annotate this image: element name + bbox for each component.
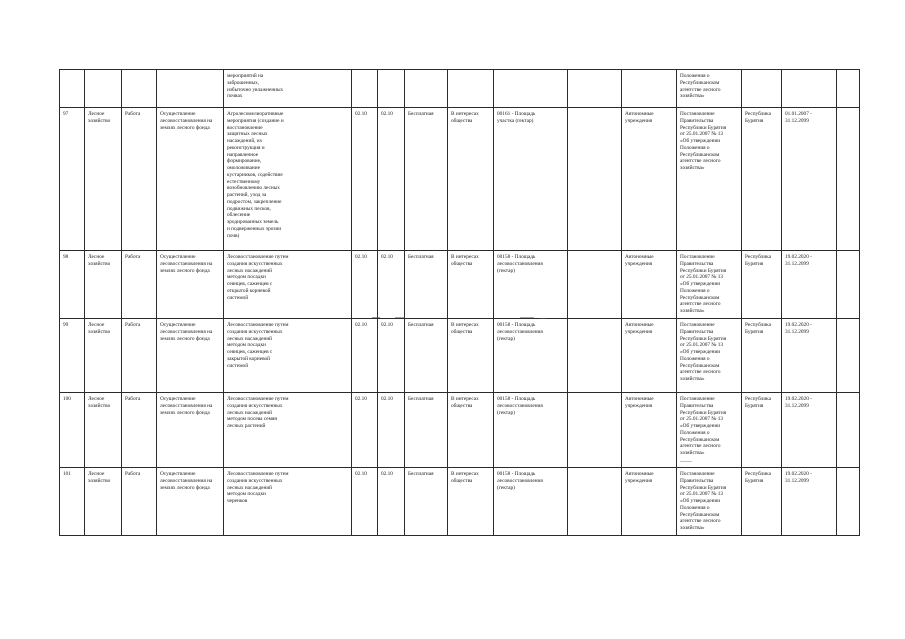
service-type: Работа	[122, 319, 157, 393]
validity-period: 19.02.2020 - 31.12.2099	[782, 468, 837, 536]
quality-indicator	[568, 319, 622, 393]
institution-type: Автономные учреждения	[622, 393, 677, 468]
table-row	[60, 319, 860, 393]
service-content: мероприятий на заброшенных, избыточно увлажненных почвах	[224, 70, 352, 108]
validity-period	[782, 70, 837, 108]
okved-code: 02.10	[352, 468, 378, 536]
authority-region: Республика Бурятия	[742, 319, 782, 393]
okved-code: 02.10	[352, 393, 378, 468]
row-number: 98	[60, 251, 85, 319]
quality-indicator	[568, 70, 622, 108]
okved-code-2: 02.10	[378, 319, 405, 393]
legal-act: Положения о Республиканском агентстве лесного хозяйства»	[677, 70, 742, 108]
extra-column	[837, 108, 860, 251]
institution-type: Автономные учреждения	[622, 251, 677, 319]
extra-column	[837, 393, 860, 468]
activity-sphere: Лесное хозяйство	[85, 468, 122, 536]
quality-indicator	[568, 108, 622, 251]
consumer-category: В интересах общества	[448, 108, 494, 251]
service-content: Лесовосстановление путем создания искусственных лесных насаждений методом посадки сеянцев, саженцев с открытой корневой системой	[224, 251, 352, 319]
consumer-category	[448, 70, 494, 108]
payment-type: Бесплатная	[405, 319, 448, 393]
table-row	[60, 251, 860, 319]
activity-sphere: Лесное хозяйство	[85, 393, 122, 468]
service-type	[122, 70, 157, 108]
validity-period: 01.01.2007 - 31.12.2099	[782, 108, 837, 251]
table-body	[60, 70, 860, 536]
service-type: Работа	[122, 108, 157, 251]
volume-indicator: 00161 - Площадь участка (гектар)	[494, 108, 568, 251]
service-name: Осуществление лесовосстановления на землях лесного фонда	[157, 393, 224, 468]
authority-region: Республика Бурятия	[742, 251, 782, 319]
service-type: Работа	[122, 393, 157, 468]
okved-code-2: 02.10	[378, 393, 405, 468]
activity-sphere: Лесное хозяйство	[85, 108, 122, 251]
okved-code	[352, 70, 378, 108]
service-name	[157, 70, 224, 108]
okved-code: 02.10	[352, 251, 378, 319]
activity-sphere: Лесное хозяйство	[85, 251, 122, 319]
authority-region: Республика Бурятия	[742, 393, 782, 468]
extra-column	[837, 70, 860, 108]
table-row	[60, 468, 860, 536]
volume-indicator: 00158 - Площадь лесовосстановления (гектар)	[494, 468, 568, 536]
okved-code-2: 02.10	[378, 108, 405, 251]
service-name: Осуществление лесовосстановления на землях лесного фонда	[157, 319, 224, 393]
authority-region: Республика Бурятия	[742, 468, 782, 536]
activity-sphere	[85, 70, 122, 108]
service-content: Лесовосстановление путем создания искусственных лесных насаждений методом посадки сеянцев, саженцев с закрытой корневой системой	[224, 319, 352, 393]
legal-act: Постановление Правительства Республики Бурятия от 25.01.2007 № 13 «Об утверждении Положения о Республиканском агентстве лесного хозяйства»	[677, 251, 742, 319]
institution-type: Автономные учреждения	[622, 319, 677, 393]
table-row	[60, 108, 860, 251]
payment-type: Бесплатная	[405, 468, 448, 536]
payment-type: Бесплатная	[405, 251, 448, 319]
authority-region	[742, 70, 782, 108]
consumer-category: В интересах общества	[448, 251, 494, 319]
legal-act: Постановление Правительства Республики Бурятия от 25.01.2007 № 13 «Об утверждении Положения о Республиканском агентстве лесного хозяйства»	[677, 319, 742, 393]
extra-column	[837, 468, 860, 536]
service-content: Агролесомелиоративные мероприятия (создание и восстановление защитных лесных насаждений, их реконструкция и направленное формирование, омоложивание кустарников, содействие естественному возобновлению лесных растений, уход за подростом, закрепление подвижных песков, облесение эродированных земель и подверженных эрозии почв)	[224, 108, 352, 251]
legal-act: Постановление Правительства Республики Бурятия от 25.01.2007 № 13 «Об утверждении Положения о Республиканском агентстве лесного хозяйства»	[677, 393, 742, 468]
service-name: Осуществление лесовосстановления на землях лесного фонда	[157, 468, 224, 536]
okved-code: 02.10	[352, 319, 378, 393]
okved-code-2	[378, 70, 405, 108]
service-name: Осуществление лесовосстановления на землях лесного фонда	[157, 108, 224, 251]
quality-indicator	[568, 468, 622, 536]
legal-act: Постановление Правительства Республики Бурятия от 25.01.2007 № 13 «Об утверждении Положения о Республиканском агентстве лесного хозяйства»	[677, 468, 742, 536]
service-content: Лесовосстановление путем создания искусственных лесных насаждений методом посадки черенков	[224, 468, 352, 536]
volume-indicator: 00158 - Площадь лесовосстановления (гектар)	[494, 319, 568, 393]
consumer-category: В интересах общества	[448, 468, 494, 536]
service-name: Осуществление лесовосстановления на землях лесного фонда	[157, 251, 224, 319]
okved-code-2: 02.10	[378, 251, 405, 319]
quality-indicator	[568, 251, 622, 319]
institution-type	[622, 70, 677, 108]
service-type: Работа	[122, 468, 157, 536]
validity-period: 19.02.2020 - 31.12.2099	[782, 251, 837, 319]
validity-period: 19.02.2020 - 31.12.2099	[782, 319, 837, 393]
okved-code: 02.10	[352, 108, 378, 251]
row-number: 99	[60, 319, 85, 393]
institution-type: Автономные учреждения	[622, 468, 677, 536]
row-number: 100	[60, 393, 85, 468]
consumer-category: В интересах общества	[448, 393, 494, 468]
validity-period: 19.02.2020 - 31.12.2099	[782, 393, 837, 468]
activity-sphere: Лесное хозяйство	[85, 319, 122, 393]
extra-column	[837, 251, 860, 319]
quality-indicator	[568, 393, 622, 468]
consumer-category: В интересах общества	[448, 319, 494, 393]
row-number: 101	[60, 468, 85, 536]
institution-type: Автономные учреждения	[622, 108, 677, 251]
okved-code-2: 02.10	[378, 468, 405, 536]
service-content: Лесовосстановление путем создания искусственных лесных насаждений методом посева семян лесных растений	[224, 393, 352, 468]
authority-region: Республика Бурятия	[742, 108, 782, 251]
registry-table	[59, 69, 860, 536]
payment-type: Бесплатная	[405, 108, 448, 251]
table-row	[60, 393, 860, 468]
row-number: 97	[60, 108, 85, 251]
extra-column	[837, 319, 860, 393]
service-type: Работа	[122, 251, 157, 319]
table-row	[60, 70, 860, 108]
volume-indicator: 00158 - Площадь лесовосстановления (гектар)	[494, 393, 568, 468]
payment-type	[405, 70, 448, 108]
payment-type: Бесплатная	[405, 393, 448, 468]
row-number	[60, 70, 85, 108]
volume-indicator: 00158 - Площадь лесовосстановления (гектар)	[494, 251, 568, 319]
volume-indicator	[494, 70, 568, 108]
legal-act: Постановление Правительства Республики Бурятия от 25.01.2007 № 13 «Об утверждении Положения о Республиканском агентстве лесного хозяйства»	[677, 108, 742, 251]
